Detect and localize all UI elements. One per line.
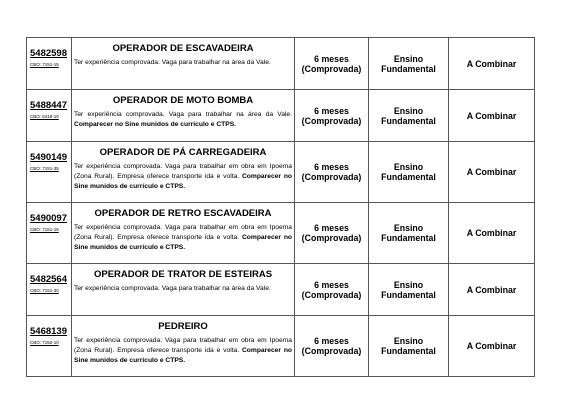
job-code-cell: [27, 38, 72, 90]
job-title: OPERADOR DE MOTO BOMBA: [112, 95, 254, 106]
job-description-cell: [72, 142, 295, 203]
job-title: PEDREIRO: [158, 321, 208, 332]
job-description-cell: [72, 90, 295, 142]
job-description: Ter experiência comprovada. Vaga para trabalhar na área da Vale.: [74, 59, 271, 66]
job-description: Ter experiência comprovada. Vaga para trabalhar em obra em Ipoema (Zona Rural). Empresa oferece transporte ida e volta. Comparecer no Sine munidos de currículo e CTPS.: [74, 337, 292, 364]
experience-cell: 6 meses (Comprovada): [295, 38, 369, 90]
job-code-link[interactable]: 5482598: [30, 48, 67, 59]
experience-cell: 6 meses (Comprovada): [295, 90, 369, 142]
job-title: OPERADOR DE PÁ CARREGADEIRA: [99, 147, 267, 158]
job-title: OPERADOR DE ESCAVADEIRA: [112, 43, 254, 54]
job-description: Ter experiência comprovada. Vaga para trabalhar em obra em Ipoema (Zona Rural). Empresa oferece transporte ida e volta. Comparecer no Sine munidos de currículo e CTPS.: [74, 163, 292, 190]
job-code-cell: [27, 142, 72, 203]
job-code-link[interactable]: 5490149: [30, 152, 67, 163]
job-title: OPERADOR DE TRATOR DE ESTEIRAS: [93, 269, 273, 280]
education-cell: Ensino Fundamental: [369, 90, 449, 142]
education-cell: Ensino Fundamental: [369, 316, 449, 377]
cbo-code: CBO: 7151-15: [30, 227, 59, 232]
job-description: Ter experiência comprovada. Vaga para trabalhar na área da Vale. Comparecer no Sine munidos de currículo e CTPS.: [74, 111, 292, 128]
job-description: Ter experiência comprovada. Vaga para trabalhar na área da Vale.: [74, 285, 271, 292]
education-cell: Ensino Fundamental: [369, 38, 449, 90]
job-description-cell: [72, 316, 295, 377]
job-code-cell: [27, 203, 72, 264]
experience-cell: 6 meses (Comprovada): [295, 316, 369, 377]
salary-cell: A Combinar: [449, 90, 535, 142]
experience-cell: 6 meses (Comprovada): [295, 264, 369, 316]
job-code-link[interactable]: 5488447: [30, 100, 67, 111]
job-description: Ter experiência comprovada. Vaga para trabalhar em obra em Ipoema (Zona Rural). Empresa oferece transporte ida e volta. Comparecer no Sine munidos de currículo e CTPS.: [74, 224, 292, 251]
education-cell: Ensino Fundamental: [369, 203, 449, 264]
cbo-code: CBO: 6418-10: [30, 114, 59, 119]
education-cell: Ensino Fundamental: [369, 264, 449, 316]
cbo-code: CBO: 7152-10: [30, 340, 59, 345]
cbo-code: CBO: 7151-30: [30, 288, 59, 293]
job-title: OPERADOR DE RETRO ESCAVADEIRA: [94, 208, 272, 219]
job-code-link[interactable]: 5468139: [30, 326, 67, 337]
job-code-cell: [27, 316, 72, 377]
table-row: [27, 90, 535, 142]
table-row: [27, 203, 535, 264]
job-code-cell: [27, 90, 72, 142]
job-code-cell: [27, 264, 72, 316]
salary-cell: A Combinar: [449, 264, 535, 316]
job-listings-table: [26, 37, 535, 377]
job-description-cell: [72, 264, 295, 316]
job-code-link[interactable]: 5482564: [30, 274, 67, 285]
table-row: [27, 142, 535, 203]
table-row: [27, 264, 535, 316]
cbo-code: CBO: 7151-35: [30, 166, 59, 171]
salary-cell: A Combinar: [449, 142, 535, 203]
job-code-link[interactable]: 5490097: [30, 213, 67, 224]
experience-cell: 6 meses (Comprovada): [295, 142, 369, 203]
job-description-cell: [72, 203, 295, 264]
table-row: [27, 316, 535, 377]
salary-cell: A Combinar: [449, 203, 535, 264]
experience-cell: 6 meses (Comprovada): [295, 203, 369, 264]
job-description-cell: [72, 38, 295, 90]
salary-cell: A Combinar: [449, 316, 535, 377]
salary-cell: A Combinar: [449, 38, 535, 90]
education-cell: Ensino Fundamental: [369, 142, 449, 203]
cbo-code: CBO: 7151-15: [30, 62, 59, 67]
table-row: [27, 38, 535, 90]
